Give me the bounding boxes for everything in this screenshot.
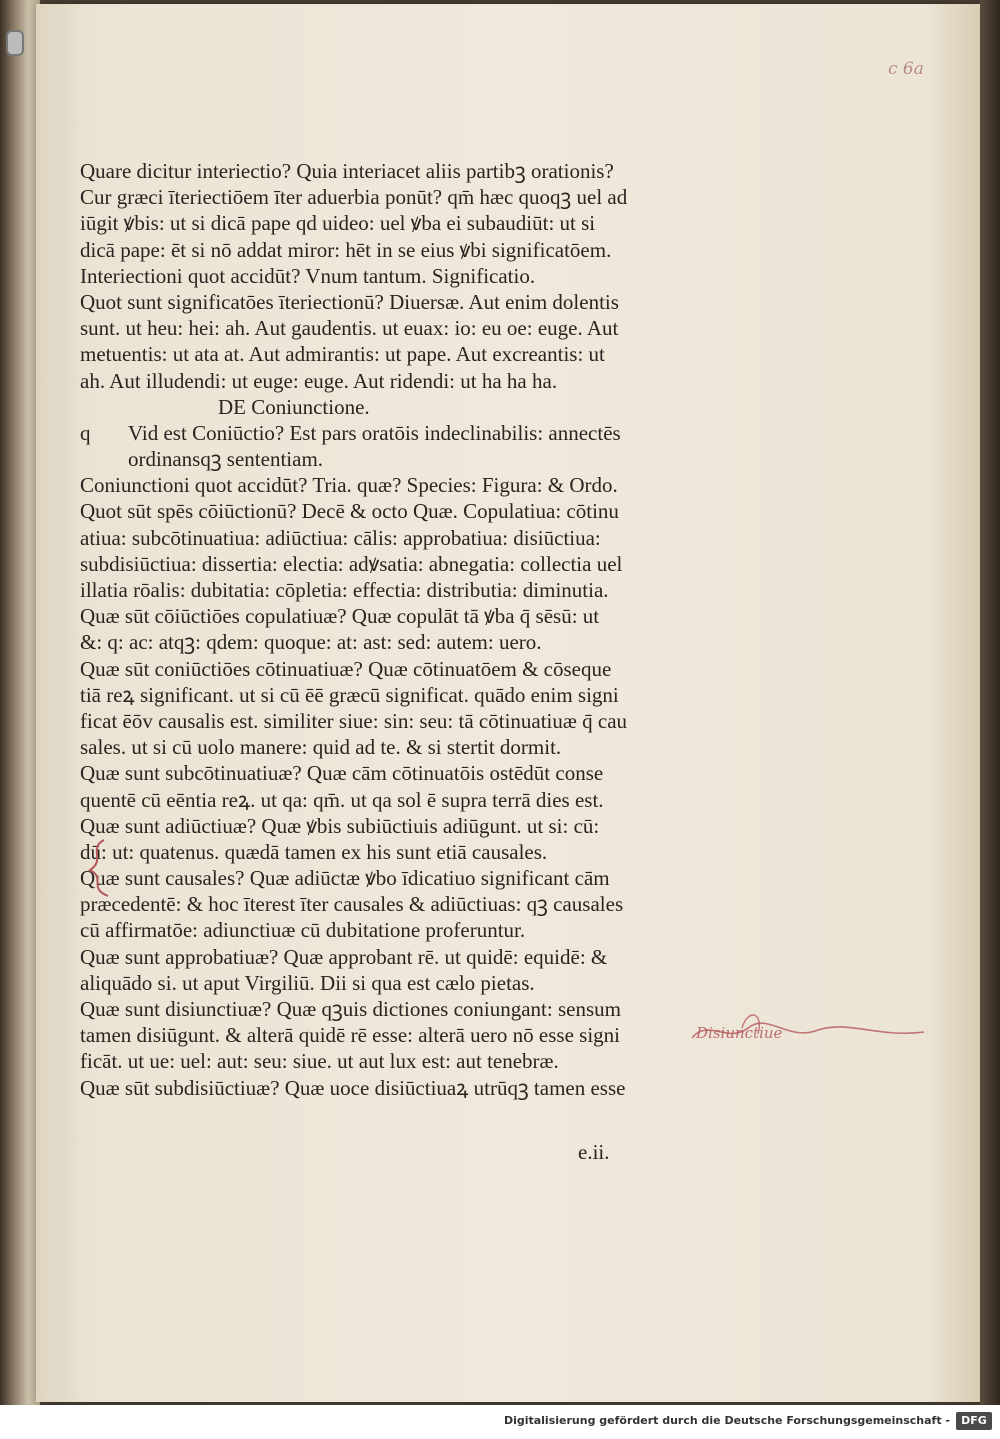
margin-annotation-text: Disiunctiue	[696, 1024, 783, 1042]
text-line: Quæ sūt cōiūctiōes copulatiuæ? Quæ copulāt tā ꝟba q̄ sēsū: ut	[80, 604, 600, 629]
text-line: dū: ut: quatenus. quædā tamen ex his sunt etiā causales.	[80, 839, 548, 864]
conj-first-line: Vid est Coniūctio? Est pars oratōis indeclinabilis: annectēs	[128, 420, 621, 445]
text-line: dicā pape: ēt si nō addat miror: hēt in se eius ꝟbi significatōem.	[80, 237, 612, 262]
text-line: præcedentē: & hoc īterest īter causales & adiūctiuas: qꝫ causales	[80, 892, 624, 917]
text-line: Quæ sūt coniūctiōes cōtinuatiuæ? Quæ cōtinuatōem & cōseque	[80, 656, 612, 681]
text-line: Quæ sunt adiūctiuæ? Quæ ꝟbis subiūctiuis adiūgunt. ut si: cū:	[80, 813, 600, 838]
text-line: ordinansqꝫ sententiam.	[128, 447, 324, 472]
text-line: quentē cū eēntia reꝝ. ut qa: qm̄. ut qa sol ē supra terrā dies est.	[80, 787, 604, 812]
text-line: aliquādo si. ut aput Virgiliū. Dii si qua est cælo pietas.	[80, 970, 535, 995]
text-line: Cur græci īteriectiōem īter aduerbia ponūt? qm̄ hæc quoqꝫ uel ad	[80, 185, 628, 210]
margin-bracket-mark	[84, 838, 114, 898]
text-line: iūgit ꝟbis: ut si dicā pape qd uideo: uel ꝟba ei subaudiūt: ut si	[80, 211, 596, 236]
book-spine	[0, 0, 40, 1405]
text-line: sales. ut si cū uolo manere: quid ad te. & si stertit dormit.	[80, 735, 562, 760]
footer-bar	[0, 1405, 1000, 1439]
text-line: ficāt. ut ue: uel: aut: seu: siue. ut aut lux est: aut tenebræ.	[80, 1049, 559, 1074]
initial-guide-letter: q	[80, 420, 91, 445]
text-line: Quæ sunt disiunctiuæ? Quæ qꝫuis dictiones coniungant: sensum	[80, 997, 621, 1021]
page-text	[80, 158, 680, 1101]
text-line: tiā reꝝ significant. ut si cū ēē græcū significat. quādo enim signi	[80, 682, 619, 707]
text-line: illatia rōalis: dubitatia: cōpletia: effectia: distributia: diminutia.	[80, 578, 609, 602]
text-line: subdisiūctiua: dissertia: electia: adꝟsatia: abnegatia: collectia uel	[80, 551, 623, 576]
text-line: metuentis: ut ata at. Aut admirantis: ut pape. Aut excreantis: ut	[80, 342, 605, 367]
footer-credit: Digitalisierung gefördert durch die Deutsche Forschungsgemeinschaft -	[503, 1414, 950, 1427]
clip-icon	[6, 30, 24, 56]
page-edge	[980, 0, 1000, 1405]
text-line: Quæ sunt subcōtinuatiuæ? Quæ cām cōtinuatōis ostēdūt conse	[80, 761, 604, 786]
text-line: ficat ēōv causalis est. similiter siue: sin: seu: tā cōtinuatiuæ q̄ cau	[80, 708, 628, 733]
dfg-logo-icon: DFG	[956, 1412, 992, 1430]
section-heading: DE Coniunctione.	[218, 394, 370, 419]
text-line	[80, 420, 680, 446]
folio-note: c 6a	[888, 59, 924, 79]
signature-mark: e.ii.	[578, 1140, 610, 1164]
text-line: Quare dicitur interiectio? Quia interiacet aliis partibꝫ orationis?	[80, 159, 614, 183]
text-line: atiua: subcōtinuatiua: adiūctiua: cālis: approbatiua: disiūctiua:	[80, 525, 601, 550]
text-line: Interiectioni quot accidūt? Vnum tantum. Significatio.	[80, 263, 536, 288]
text-line: Quot sūt spēs cōiūctionū? Decē & octo Quæ. Copulatiua: cōtinu	[80, 499, 619, 524]
text-line: Quot sunt significatōes īteriectionū? Diuersæ. Aut enim dolentis	[80, 289, 619, 314]
margin-annotation	[688, 1008, 928, 1052]
text-line: Quæ sūt subdisiūctiuæ? Quæ uoce disiūctiuaꝝ utrūqꝫ tamen esse	[80, 1075, 626, 1100]
text-line: cū affirmatōe: adiunctiuæ cū dubitatione proferuntur.	[80, 918, 526, 943]
text-line: Quæ sunt causales? Quæ adiūctæ ꝟbo īdicatiuo significant cām	[80, 866, 610, 891]
text-line: Coniunctioni quot accidūt? Tria. quæ? Species: Figura: & Ordo.	[80, 473, 618, 498]
text-line: Quæ sunt approbatiuæ? Quæ approbant rē. ut quidē: equidē: &	[80, 944, 608, 969]
text-line: ah. Aut illudendi: ut euge: euge. Aut ridendi: ut ha ha ha.	[80, 368, 558, 393]
text-line: sunt. ut heu: hei: ah. Aut gaudentis. ut euax: io: eu oe: euge. Aut	[80, 316, 619, 341]
text-line: &: q: ac: atqꝫ: qdem: quoque: at: ast: sed: autem: uero.	[80, 630, 542, 655]
text-line: tamen disiūgunt. & alterā quidē rē esse: alterā uero nō esse signi	[80, 1023, 621, 1048]
